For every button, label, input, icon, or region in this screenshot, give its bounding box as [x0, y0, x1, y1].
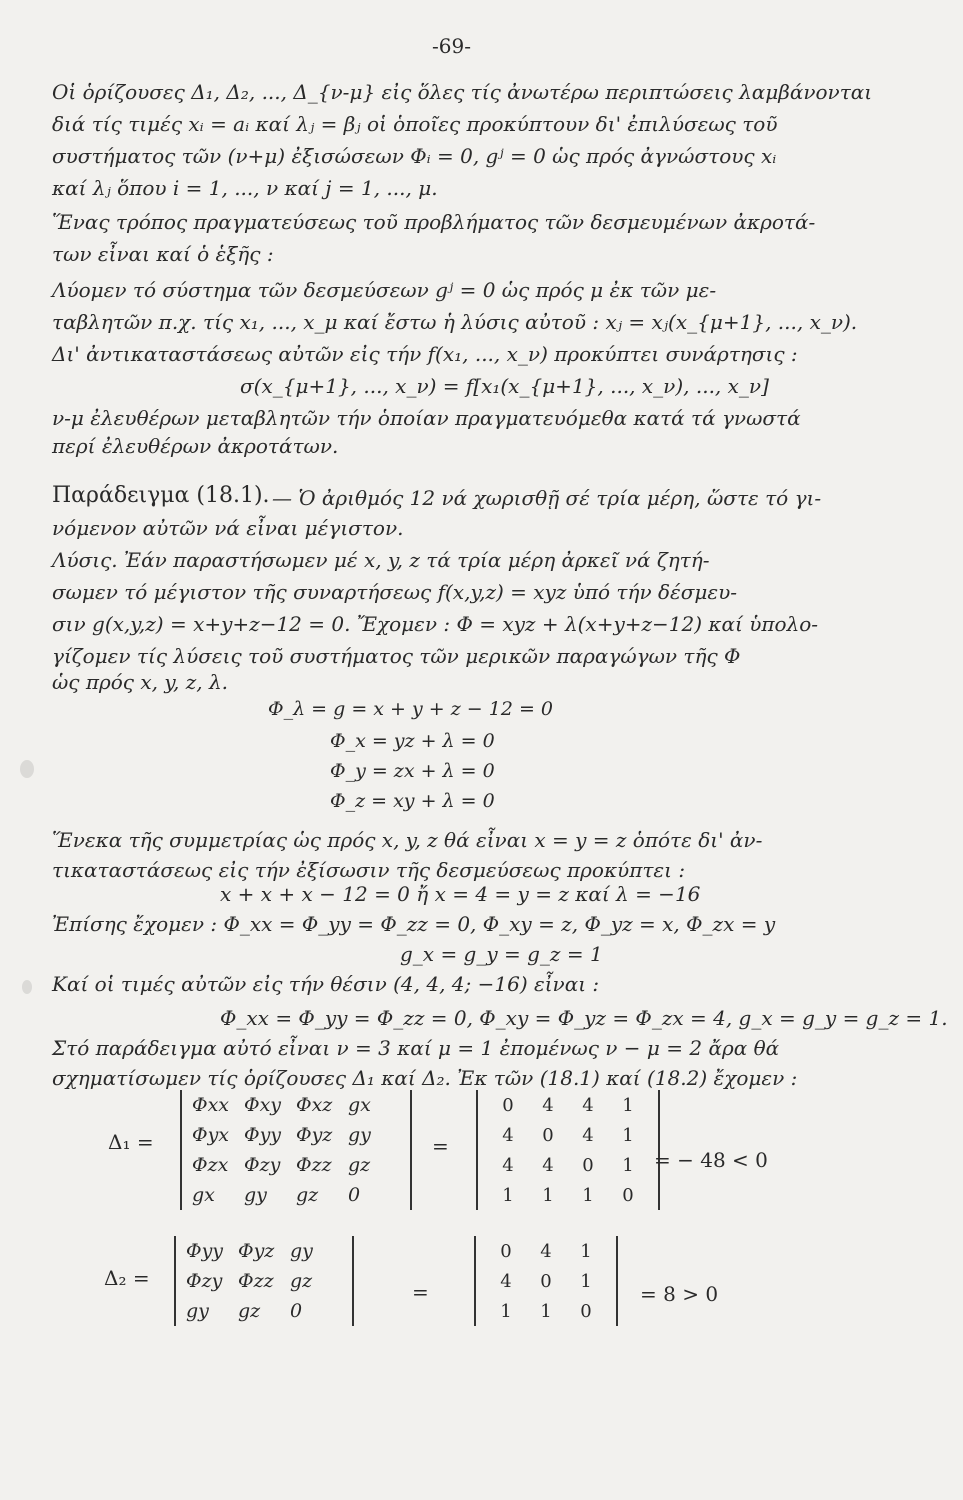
matrix-cell: Φzz: [296, 1154, 332, 1176]
matrix-cell: Φzy: [186, 1270, 223, 1292]
matrix-row: [186, 1266, 342, 1296]
text-line: διά τίς τιμές xᵢ = aᵢ καί λⱼ = βⱼ οἱ ὁποῖες προκύπτουν δι' ἐπιλύσεως τοῦ: [52, 112, 778, 136]
matrix-cell: Φyy: [186, 1240, 224, 1262]
matrix-row: [186, 1236, 342, 1266]
text-line: — Ὁ ἀριθμός 12 νά χωρισθῇ σέ τρία μέρη, ὥστε τό γι-: [272, 486, 822, 510]
matrix-cell: 0: [500, 1240, 512, 1262]
text-line: ὡς πρός x, y, z, λ.: [52, 670, 229, 694]
matrix-cell: gy: [290, 1240, 313, 1262]
text-line: νόμενον αὐτῶν νά εἶναι μέγιστον.: [52, 516, 404, 540]
matrix-row: [488, 1090, 648, 1120]
matrix-cell: 1: [502, 1184, 514, 1206]
text-line: τικαταστάσεως εἰς τήν ἐξίσωσιν τῆς δεσμεύσεως προκύπτει :: [52, 858, 686, 882]
matrix-cell: gz: [238, 1300, 261, 1322]
text-line: Καί οἱ τιμές αὐτῶν εἰς τήν θέσιν (4, 4, 4; −16) εἶναι :: [52, 972, 600, 996]
text-line: Λύομεν τό σύστημα τῶν δεσμεύσεων gʲ = 0 ὡς πρός μ ἐκ τῶν με-: [52, 278, 717, 302]
matrix-cell: Φyx: [192, 1124, 230, 1146]
text-line: των εἶναι καί ὁ ἑξῆς :: [52, 242, 274, 266]
matrix-row: [486, 1296, 606, 1326]
matrix-row: [192, 1120, 400, 1150]
text-line: καί λⱼ ὅπου i = 1, ..., ν καί j = 1, ..., μ.: [52, 176, 438, 200]
matrix-cell: Φyz: [296, 1124, 333, 1146]
text-line: Λύσις. Ἐάν παραστήσωμεν μέ x, y, z τά τρία μέρη ἀρκεῖ νά ζητή-: [52, 548, 710, 572]
matrix-cell: 4: [582, 1094, 594, 1116]
matrix-cell: Φyy: [244, 1124, 282, 1146]
delta1-symbolic-matrix: [180, 1090, 412, 1210]
text-line: γίζομεν τίς λύσεις τοῦ συστήματος τῶν μερικῶν παραγώγων τῆς Φ: [52, 644, 741, 668]
example-heading: Παράδειγμα (18.1).: [52, 483, 270, 508]
matrix-cell: 0: [580, 1300, 592, 1322]
matrix-cell: 0: [582, 1154, 594, 1176]
matrix-cell: 1: [542, 1184, 554, 1206]
equals-sign: =: [412, 1280, 429, 1304]
matrix-cell: 0: [540, 1270, 552, 1292]
matrix-cell: 0: [502, 1094, 514, 1116]
matrix-row: [192, 1180, 400, 1210]
matrix-cell: 4: [502, 1154, 514, 1176]
text-line: Ἐπίσης ἔχομεν : Φ_xx = Φ_yy = Φ_zz = 0, Φ_xy = z, Φ_yz = x, Φ_zx = y: [52, 912, 776, 936]
scan-speck: [22, 980, 32, 994]
matrix-row: [486, 1266, 606, 1296]
matrix-cell: 0: [542, 1124, 554, 1146]
scan-speck: [20, 760, 34, 778]
matrix-cell: 1: [580, 1240, 592, 1262]
equation: Φ_z = xy + λ = 0: [330, 790, 495, 812]
matrix-row: [488, 1180, 648, 1210]
matrix-row: [486, 1236, 606, 1266]
text-line: ταβλητῶν π.χ. τίς x₁, ..., x_μ καί ἔστω ἡ λύσις αὐτοῦ : xⱼ = xⱼ(x_{μ+1}, ..., x_ν).: [52, 310, 858, 334]
matrix-row: [192, 1090, 400, 1120]
text-line: σωμεν τό μέγιστον τῆς συναρτήσεως f(x,y,z) = xyz ὑπό τήν δέσμευ-: [52, 580, 738, 604]
matrix-cell: 1: [580, 1270, 592, 1292]
matrix-cell: Φxx: [192, 1094, 230, 1116]
matrix-cell: 4: [542, 1094, 554, 1116]
matrix-cell: 1: [500, 1300, 512, 1322]
matrix-cell: gx: [348, 1094, 371, 1116]
delta2-result: = 8 > 0: [640, 1282, 719, 1306]
delta2-label: Δ₂ =: [104, 1266, 150, 1290]
matrix-cell: 1: [622, 1154, 634, 1176]
equation: Φ_x = yz + λ = 0: [330, 730, 495, 752]
matrix-cell: Φyz: [238, 1240, 275, 1262]
text-line: Δι' ἀντικαταστάσεως αὐτῶν εἰς τήν f(x₁, ..., x_ν) προκύπτει συνάρτησις :: [52, 342, 798, 366]
text-line: συστήματος τῶν (ν+μ) ἐξισώσεων Φᵢ = 0, gʲ = 0 ὡς πρός ἀγνώστους xᵢ: [52, 144, 777, 168]
equation: x + x + x − 12 = 0 ἤ x = 4 = y = z καί λ = −16: [220, 882, 701, 906]
matrix-cell: 0: [348, 1184, 361, 1206]
matrix-cell: 1: [622, 1124, 634, 1146]
text-line: Ἕνας τρόπος πραγματεύσεως τοῦ προβλήματος τῶν δεσμευμένων ἀκροτά-: [52, 210, 816, 234]
matrix-cell: 0: [290, 1300, 303, 1322]
matrix-cell: gy: [348, 1124, 371, 1146]
matrix-cell: Φzz: [238, 1270, 274, 1292]
delta2-numeric-matrix: [474, 1236, 618, 1326]
equation: g_x = g_y = g_z = 1: [400, 942, 603, 966]
matrix-cell: 4: [540, 1240, 552, 1262]
equals-sign: =: [432, 1134, 449, 1158]
matrix-cell: 1: [582, 1184, 594, 1206]
matrix-row: [488, 1150, 648, 1180]
text-line: Οἱ ὁρίζουσες Δ₁, Δ₂, ..., Δ_{ν-μ} εἰς ὅλες τίς ἀνωτέρω περιπτώσεις λαμβάνονται: [52, 80, 873, 104]
matrix-cell: 4: [542, 1154, 554, 1176]
text-line: ν-μ ἐλευθέρων μεταβλητῶν τήν ὁποίαν πραγματευόμεθα κατά τά γνωστά: [52, 406, 801, 430]
delta1-label: Δ₁ =: [108, 1130, 154, 1154]
matrix-cell: gz: [290, 1270, 313, 1292]
equation: Φ_xx = Φ_yy = Φ_zz = 0, Φ_xy = Φ_yz = Φ_zx = 4, g_x = g_y = g_z = 1.: [220, 1006, 948, 1030]
equation: Φ_y = zx + λ = 0: [330, 760, 495, 782]
text-line: σιν g(x,y,z) = x+y+z−12 = 0. Ἔχομεν : Φ = xyz + λ(x+y+z−12) καί ὑπολο-: [52, 612, 819, 636]
matrix-cell: 1: [622, 1094, 634, 1116]
matrix-row: [488, 1120, 648, 1150]
matrix-cell: Φzx: [192, 1154, 229, 1176]
matrix-cell: Φzy: [244, 1154, 281, 1176]
matrix-cell: gy: [244, 1184, 267, 1206]
matrix-cell: gz: [348, 1154, 371, 1176]
matrix-cell: gy: [186, 1300, 209, 1322]
text-line: Ἕνεκα τῆς συμμετρίας ὡς πρός x, y, z θά εἶναι x = y = z ὁπότε δι' ἀν-: [52, 828, 763, 852]
delta1-numeric-matrix: [476, 1090, 660, 1210]
matrix-cell: Φxz: [296, 1094, 333, 1116]
matrix-row: [186, 1296, 342, 1326]
matrix-cell: 4: [500, 1270, 512, 1292]
matrix-cell: gz: [296, 1184, 319, 1206]
page-number: -69-: [432, 34, 471, 58]
text-line: Στό παράδειγμα αὐτό εἶναι ν = 3 καί μ = 1 ἐπομένως ν − μ = 2 ἄρα θά: [52, 1036, 780, 1060]
matrix-cell: 0: [622, 1184, 634, 1206]
delta2-symbolic-matrix: [174, 1236, 354, 1326]
matrix-row: [192, 1150, 400, 1180]
text-line: σχηματίσωμεν τίς ὁρίζουσες Δ₁ καί Δ₂. Ἐκ τῶν (18.1) καί (18.2) ἔχομεν :: [52, 1066, 798, 1090]
matrix-cell: 1: [540, 1300, 552, 1322]
equation: Φ_λ = g = x + y + z − 12 = 0: [268, 698, 553, 720]
delta1-result: = − 48 < 0: [654, 1148, 768, 1172]
text-line: περί ἐλευθέρων ἀκροτάτων.: [52, 434, 339, 458]
matrix-cell: 4: [582, 1124, 594, 1146]
matrix-cell: 4: [502, 1124, 514, 1146]
formula-line: σ(x_{μ+1}, ..., x_ν) = f[x₁(x_{μ+1}, ..., x_ν), ..., x_ν]: [240, 374, 769, 398]
matrix-cell: gx: [192, 1184, 215, 1206]
matrix-cell: Φxy: [244, 1094, 282, 1116]
